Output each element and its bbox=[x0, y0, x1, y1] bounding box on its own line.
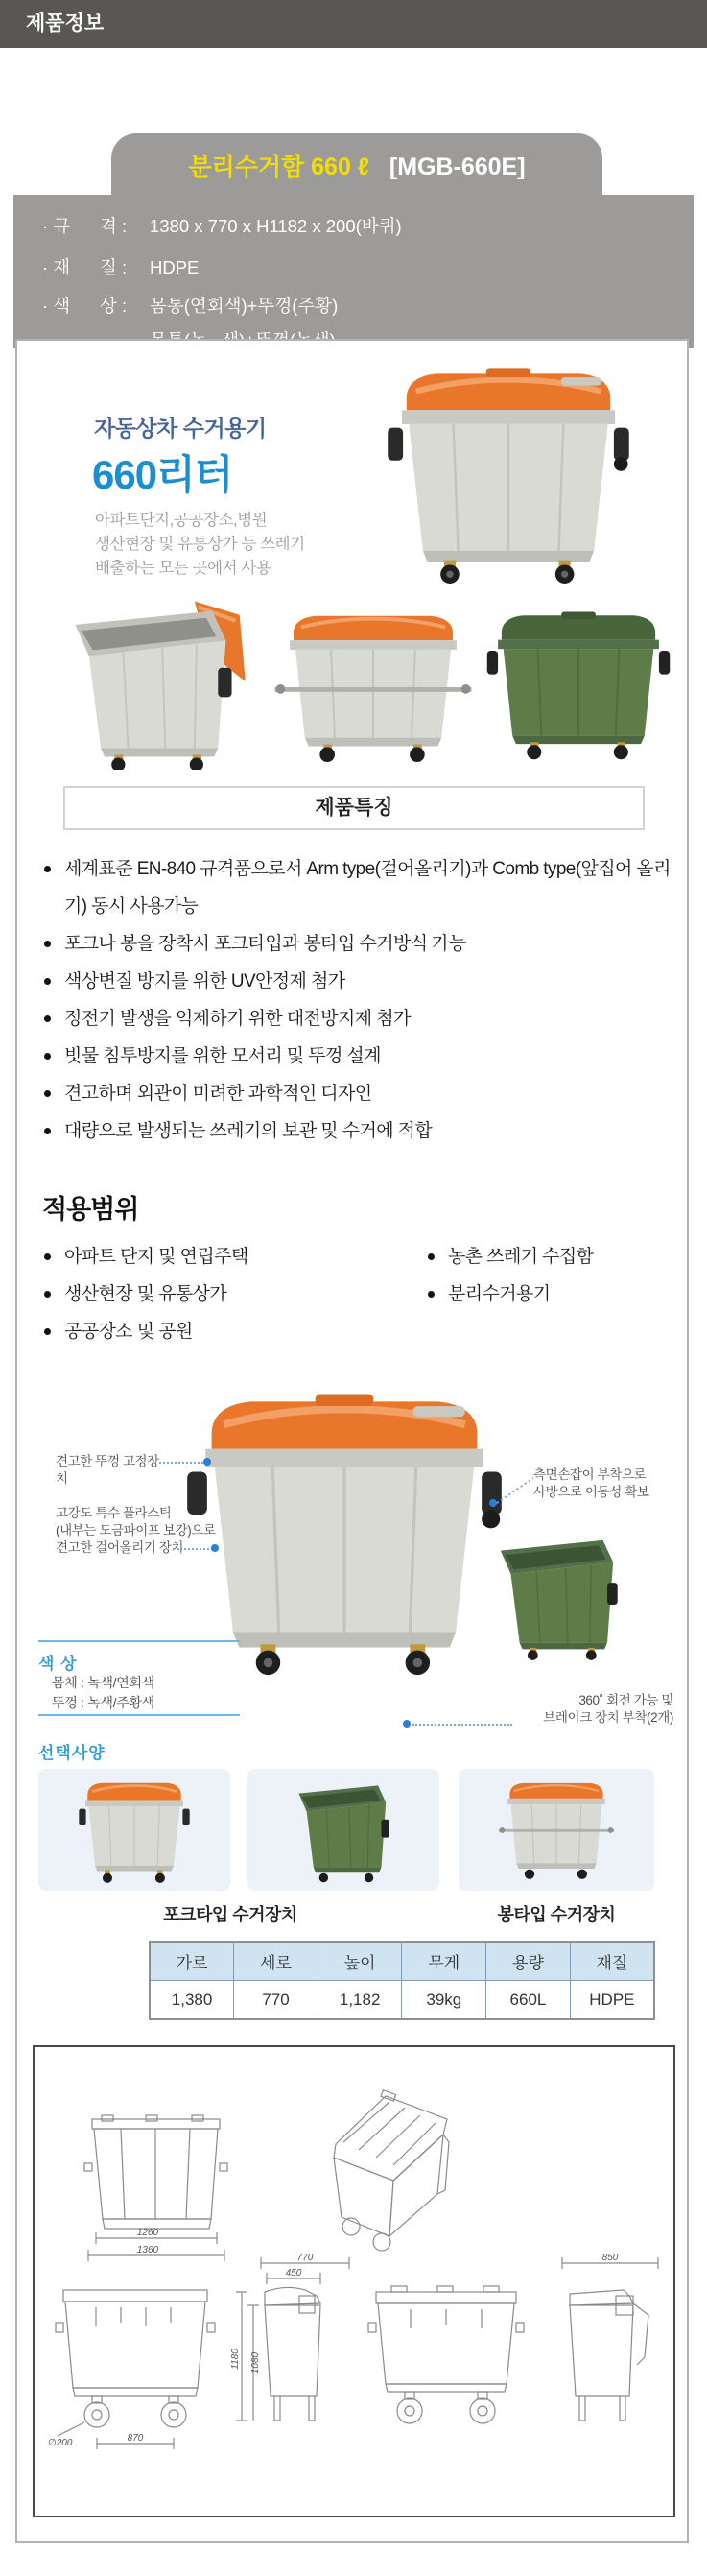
spec-table-header-row: 가로 세로 높이 무게 용량 재질 bbox=[150, 1942, 654, 1981]
option-caption-bar: 봉타입 수거장치 bbox=[497, 1905, 616, 1924]
option-image-fork-front bbox=[38, 1769, 230, 1891]
option-bin-green-open bbox=[276, 1777, 411, 1884]
feature-item: 정전기 발생을 억제하기 위한 대전방지제 첨가 bbox=[42, 1000, 687, 1038]
svg-text:870: 870 bbox=[127, 2433, 144, 2444]
bin-bar-type-image bbox=[274, 607, 472, 764]
option-caption-fork: 포크타입 수거장치 bbox=[163, 1905, 297, 1924]
option-bin-orange-front bbox=[62, 1777, 206, 1884]
bin-open-lid-image bbox=[50, 591, 255, 770]
spec-row-material: · 재 질 : HDPE bbox=[42, 257, 200, 277]
callout-caster: 360˚ 회전 가능 및 브레이크 장치 부착(2개) bbox=[543, 1693, 673, 1725]
spec-table bbox=[149, 1941, 655, 2020]
spec-table-value-row: 1,380 770 1,182 39kg 660L HDPE bbox=[150, 1981, 654, 2020]
callout-caster-dot bbox=[403, 1720, 411, 1728]
diagram-green-open-bin-image bbox=[482, 1520, 635, 1664]
features-list bbox=[42, 850, 687, 1150]
svg-text:450: 450 bbox=[285, 2268, 302, 2278]
spec-row-color: · 색 상 : 몸통(연회색)+뚜껑(주황) bbox=[42, 296, 339, 316]
options-heading: 선택사양 bbox=[38, 1744, 106, 1762]
svg-text:850: 850 bbox=[601, 2253, 619, 2263]
intro-subtitle: 자동상차 수거용기 bbox=[94, 416, 267, 441]
drawing-side-view bbox=[228, 2252, 358, 2444]
color-body-line: 몸체 : 녹색/연회색 bbox=[52, 1675, 154, 1690]
svg-text:770: 770 bbox=[296, 2253, 314, 2263]
page-header bbox=[0, 0, 707, 48]
bin-green-image bbox=[483, 603, 673, 764]
callout-arm-lift: 고강도 특수 플라스틱 (내부는 도금파이프 보강)으로 견고한 걸어올리기 장치 bbox=[56, 1506, 216, 1555]
application-item: 아파트 단지 및 연립주택 bbox=[42, 1238, 426, 1276]
product-name: 분리수거함 660 ℓ bbox=[188, 154, 370, 180]
callout-side-handle: 측면손잡이 부착으로 사방으로 이동성 확보 bbox=[533, 1467, 649, 1499]
application-list bbox=[42, 1238, 675, 1350]
drawing-rear-view bbox=[52, 2111, 229, 2273]
feature-item: 색상변질 방지를 위한 UV안정제 첨가 bbox=[42, 963, 687, 1000]
application-item: 농촌 쓰레기 수집함 bbox=[426, 1238, 675, 1276]
spec-summary-block bbox=[13, 195, 694, 348]
application-item: 생산현장 및 유통상가 bbox=[42, 1276, 426, 1313]
svg-text:∅200: ∅200 bbox=[48, 2438, 73, 2448]
hero-bin-image bbox=[376, 361, 641, 584]
spec-row-size: · 규 격 : 1380 x 770 x H1182 x 200(바퀴) bbox=[42, 216, 402, 236]
model-code: [MGB-660E] bbox=[389, 154, 526, 180]
application-item: 분리수거용기 bbox=[426, 1276, 675, 1313]
callout-lid-lock: 견고한 뚜껑 고정장치 bbox=[56, 1454, 159, 1486]
intro-description: 아파트단지,공공장소,병원 생산현장 및 유통상가 등 쓰레기 배출하는 모든 곳에서 사용 bbox=[95, 512, 305, 577]
color-lid-line: 뚜껑 : 녹색/주황색 bbox=[52, 1695, 154, 1710]
feature-item: 견고하며 외관이 미려한 과학적인 디자인 bbox=[42, 1075, 687, 1112]
callout-side-handle-leader bbox=[493, 1474, 535, 1507]
color-section-rule-top bbox=[38, 1640, 240, 1642]
svg-text:1260: 1260 bbox=[136, 2228, 159, 2238]
callout-lid-lock-leader bbox=[159, 1462, 203, 1464]
svg-text:1080: 1080 bbox=[250, 2351, 261, 2374]
title-banner bbox=[111, 133, 602, 201]
feature-item: 세계표준 EN-840 규격품으로서 Arm type(걸어올리기)과 Comb type(앞집어 올리기) 동시 사용가능 bbox=[42, 850, 687, 925]
feature-item: 대량으로 발생되는 쓰레기의 보관 및 수거에 적합 bbox=[42, 1112, 687, 1150]
application-heading: 적용범위 bbox=[42, 1195, 139, 1224]
callout-caster-leader bbox=[412, 1724, 512, 1726]
svg-text:1180: 1180 bbox=[230, 2349, 241, 2370]
callout-side-handle-dot bbox=[489, 1499, 497, 1507]
option-image-green-angled bbox=[247, 1769, 439, 1891]
option-bin-bar bbox=[480, 1777, 633, 1884]
feature-item: 포크나 봉을 장착시 포크타입과 봉타입 수거방식 가능 bbox=[42, 925, 687, 963]
drawing-rear-view-2 bbox=[365, 2284, 528, 2438]
page-title: 제품정보 bbox=[26, 12, 105, 35]
option-image-bar-type bbox=[459, 1769, 654, 1891]
drawing-isometric-view bbox=[315, 2075, 468, 2257]
callout-lid-lock-dot bbox=[203, 1458, 211, 1466]
application-item: 공공장소 및 공원 bbox=[42, 1313, 426, 1350]
feature-item: 빗물 침투방지를 위한 모서리 및 뚜껑 설계 bbox=[42, 1038, 687, 1075]
color-section-rule-bottom bbox=[38, 1714, 240, 1716]
drawing-side-view-2 bbox=[556, 2252, 664, 2444]
color-section-heading: 색 상 bbox=[38, 1655, 78, 1673]
intro-capacity: 660리터 bbox=[92, 452, 233, 497]
drawing-front-view bbox=[46, 2284, 224, 2457]
callout-arm-lift-dot bbox=[211, 1544, 219, 1552]
features-heading-box: 제품특징 bbox=[63, 786, 645, 830]
svg-text:1360: 1360 bbox=[136, 2245, 159, 2255]
callout-arm-lift-leader bbox=[173, 1548, 213, 1550]
